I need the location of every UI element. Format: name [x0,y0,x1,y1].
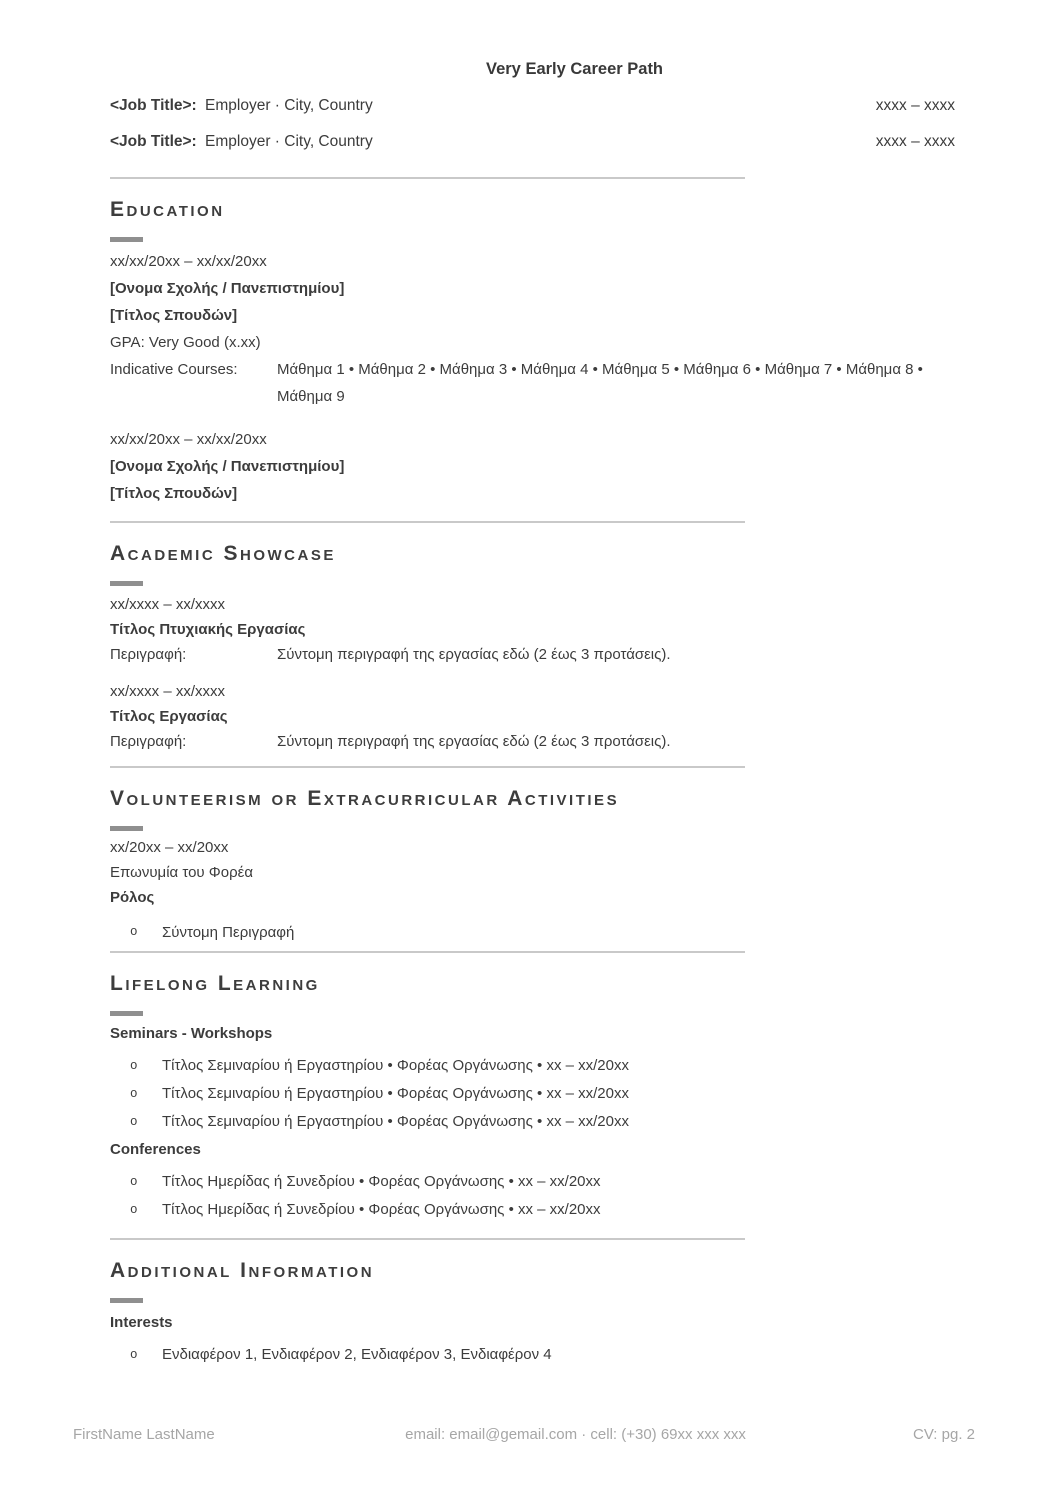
volunteerism-bullet-item [110,920,955,945]
circle-bullet-icon: o [130,1348,138,1362]
interests-item [110,1341,955,1369]
circle-bullet-icon: o [130,1115,138,1129]
seminars-label: Seminars - Workshops [110,1025,273,1042]
showcase-dates: xx/xxxx – xx/xxxx [110,683,226,700]
showcase-title: Τίτλος Πτυχιακής Εργασίας [110,621,306,638]
education-entry [110,426,955,507]
job-employer-location: Employer · City, Country [205,97,373,114]
conferences-label: Conferences [110,1141,201,1158]
circle-bullet-icon: o [130,1087,138,1101]
heading-underline-rule [110,237,143,242]
experience-entry-text [110,133,373,151]
bullet-item-text: Τίτλος Σεμιναρίου ή Εργαστηρίου • Φορέας Οργάνωσης • xx – xx/20xx [162,1057,629,1074]
education-degree: [Τίτλος Σπουδών] [110,307,238,324]
showcase-title: Τίτλος Εργασίας [110,708,228,725]
education-dates: xx/xx/20xx – xx/xx/20xx [110,253,267,270]
section-heading-volunteerism: Volunteerism or Extracurricular Activities [110,787,620,810]
circle-bullet-icon: o [130,1203,138,1217]
heading-underline-rule [110,1298,143,1303]
volunteerism-entry [110,835,955,945]
section-heading-additional-information: Additional Information [110,1259,375,1282]
seminar-item [110,1108,955,1136]
bullet-item-text: Τίτλος Σεμιναρίου ή Εργαστηρίου • Φορέας Οργάνωσης • xx – xx/20xx [162,1113,629,1130]
education-school: [Ονομα Σχολής / Πανεπιστημίου] [110,280,345,297]
education-dates: xx/xx/20xx – xx/xx/20xx [110,431,267,448]
page-footer [0,1426,1061,1448]
showcase-description-row [110,642,955,667]
page-title: Very Early Career Path [485,60,664,78]
conference-item [110,1168,955,1196]
courses-list: Μάθημα 1 • Μάθημα 2 • Μάθημα 3 • Μάθημα 4 • Μάθημα 5 • Μάθημα 6 • Μάθημα 7 • Μάθημα 8 • Μάθημα 9 [277,361,923,405]
job-employer-location: Employer · City, Country [205,133,373,150]
heading-underline-rule [110,581,143,586]
volunteerism-dates: xx/20xx – xx/20xx [110,839,229,856]
circle-bullet-icon: o [130,1059,138,1073]
section-divider [110,521,745,523]
job-title-label: <Job Title>: [110,97,197,114]
seminar-item [110,1052,955,1080]
volunteerism-role: Ρόλος [110,889,155,906]
education-gpa: GPA: Very Good (x.xx) [110,334,261,351]
conference-item [110,1196,955,1224]
interests-label: Interests [110,1314,173,1331]
volunteerism-organization: Επωνυμία του Φορέα [110,864,253,881]
circle-bullet-icon: o [130,925,138,939]
seminar-item [110,1080,955,1108]
section-divider [110,766,745,768]
description-label: Περιγραφή: [110,646,187,663]
job-dates: xxxx – xxxx [875,97,955,114]
section-heading-academic-showcase: Academic Showcase [110,542,336,565]
experience-entry [110,133,955,151]
description-label: Περιγραφή: [110,733,187,750]
bullet-item-text: Ενδιαφέρον 1, Ενδιαφέρον 2, Ενδιαφέρον 3, Ενδιαφέρον 4 [162,1346,552,1363]
footer-name: FirstName LastName [73,1426,215,1443]
bullet-item-text: Τίτλος Ημερίδας ή Συνεδρίου • Φορέας Οργάνωσης • xx – xx/20xx [162,1173,601,1190]
heading-underline-rule [110,1011,143,1016]
bullet-item-text: Σύντομη Περιγραφή [162,924,295,941]
showcase-entry [110,592,955,667]
experience-entry [110,97,955,115]
bullet-item-text: Τίτλος Σεμιναρίου ή Εργαστηρίου • Φορέας Οργάνωσης • xx – xx/20xx [162,1085,629,1102]
showcase-description-row [110,729,955,754]
section-divider [110,951,745,953]
footer-contact: email: email@gemail.com · cell: (+30) 69xx xxx xxx [405,1426,746,1443]
education-degree: [Τίτλος Σπουδών] [110,485,238,502]
section-heading-lifelong-learning: Lifelong Learning [110,972,320,995]
education-school: [Ονομα Σχολής / Πανεπιστημίου] [110,458,345,475]
section-heading-education: Education [110,198,225,221]
heading-underline-rule [110,826,143,831]
description-text: Σύντομη περιγραφή της εργασίας εδώ (2 έως 3 προτάσεις). [277,733,671,750]
education-entry [110,248,955,410]
showcase-dates: xx/xxxx – xx/xxxx [110,596,226,613]
circle-bullet-icon: o [130,1175,138,1189]
section-divider [110,1238,745,1240]
showcase-entry [110,679,955,754]
education-courses-row [110,356,955,410]
courses-label: Indicative Courses: [110,361,238,378]
job-title-label: <Job Title>: [110,133,197,150]
footer-page-number: CV: pg. 2 [913,1426,975,1443]
section-divider [110,177,745,179]
description-text: Σύντομη περιγραφή της εργασίας εδώ (2 έως 3 προτάσεις). [277,646,671,663]
job-dates: xxxx – xxxx [875,133,955,150]
bullet-item-text: Τίτλος Ημερίδας ή Συνεδρίου • Φορέας Οργάνωσης • xx – xx/20xx [162,1201,601,1218]
experience-entry-text [110,97,373,115]
